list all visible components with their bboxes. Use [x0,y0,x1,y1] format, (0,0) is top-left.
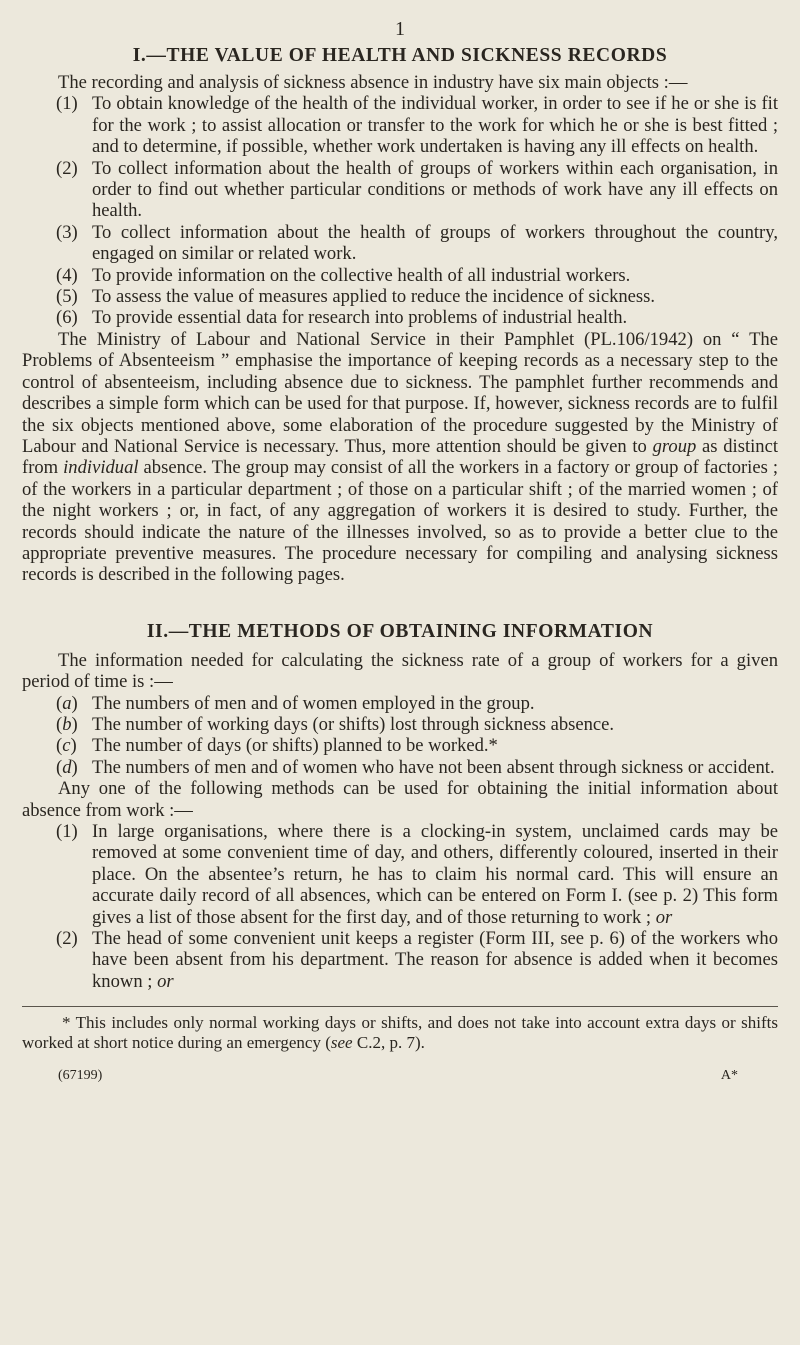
emphasis-individual: individual [63,457,139,479]
item-text: In large organisations, where there is a clocking-in system, unclaimed cards may be removed at some convenient time of day, and others, differently coloured, inserted in their place. On the absentee’s return, he has to claim his normal card. This will ensure an accurate daily record of all absences, which can be entered on Form I. (see p. 2) This form gives a list of those absent for the first day, and of those returning to work ; [92,821,778,928]
list-item [22,928,778,992]
item-marker: (4) [56,264,78,286]
list-item [22,158,778,222]
item-text: To assess the value of measures applied to reduce the incidence of sickness. [92,286,656,308]
list-item [22,286,778,307]
list-item [22,307,778,328]
item-text: The numbers of men and of women employed in the group. [92,692,535,714]
item-text: To collect information about the health of groups of workers within each organisation, in order to find out whether particular conditions or methods of work have any ill effects on health. [92,157,778,222]
emphasis-group: group [652,435,697,457]
methods-list [22,821,778,992]
paragraph-text: as distinct from [22,435,778,479]
item-marker: (2) [56,157,78,179]
item-text: To provide information on the collective health of all industrial workers. [92,264,631,286]
item-text: The numbers of men and of women who have not been absent through sickness or accident. [92,756,775,778]
item-marker: (d) [56,756,78,778]
section-2-heading: II.—THE METHODS OF OBTAINING INFORMATION [146,620,654,642]
list-item [22,735,778,756]
item-marker: (1) [56,821,78,842]
item-text: The number of working days (or shifts) lost through sickness absence. [92,713,615,735]
item-marker: (5) [56,286,78,308]
item-marker: (a) [56,692,78,714]
signature-mark: A* [720,1068,738,1084]
item-marker: (b) [56,713,78,735]
list-item [22,693,778,714]
item-marker: (3) [56,221,78,243]
section-1-heading: I.—THE VALUE OF HEALTH AND SICKNESS RECORDS [132,45,668,66]
item-text: The head of some convenient unit keeps a register (Form III, see p. 6) of the workers who have been absent from his department. The reason for absence is added when it becomes known ; [92,928,778,992]
needs-list [22,693,778,779]
item-marker: (1) [56,93,78,115]
print-code: (67199) [58,1068,103,1084]
paragraph-text: absence. The group may consist of all the workers in a factory or group of factories ; of the workers in a particular department ; of those on a particular shift ; of the married women ; of the night workers ; or, in fact, of any aggregation of workers it is desired to study. Further, the records should indicate the nature of the illnesses involved, so as to provide a better clue to the appropriate preventive measures. The procedure necessary for compiling and analysing sickness records is described in the following pages. [22,457,778,586]
footnote-divider [22,1006,778,1007]
item-text: To collect information about the health of groups of workers throughout the country, engaged on similar or related work. [92,221,778,265]
ministry-paragraph [22,329,778,586]
paragraph-text: The Ministry of Labour and National Service in their Pamphlet (PL.106/1942) on “ The Problems of Absenteeism ” emphasise the importance of keeping records as a necessary step to the control of absenteeism, including absence due to sickness. The pamphlet further recommends and describes a simple form which can be used for that purpose. If, however, sickness records are to fulfil the six objects mentioned above, some elaboration of the procedure suggested by the Ministry of Labour and National Service is necessary. Thus, more attention should be given to [22,328,778,457]
item-marker: (2) [56,928,78,950]
list-item [22,757,778,778]
item-marker: (6) [56,307,78,329]
list-item [22,821,778,928]
list-item [22,265,778,286]
footnote: * This includes only normal working days or shifts, and does not take into account extra days or shifts worked at short notice during an emergency (see C.2, p. 7). [22,1013,778,1053]
item-text: To obtain knowledge of the health of the individual worker, in order to see if he or she is fit for the work ; to assist allocation or transfer to the work for which he or she is best fitted ; and to determine, if possible, whether work undertaken is having any ill effects on health. [92,93,778,158]
list-item [22,714,778,735]
page-number: 1 [395,18,405,40]
section-1-intro: The recording and analysis of sickness absence in industry have six main objects :— [58,72,688,93]
list-item [22,93,778,157]
section-2-intro: The information needed for calculating the sickness rate of a group of workers for a given period of time is :— [22,649,778,693]
item-text: To provide essential data for research into problems of industrial health. [92,307,628,329]
objects-list [22,93,778,328]
list-item [22,222,778,265]
item-text: The number of days (or shifts) planned to be worked.* [92,735,498,757]
page-footer [22,1065,778,1086]
item-or: or [157,970,174,992]
item-or: or [655,906,673,928]
methods-intro: Any one of the following methods can be used for obtaining the initial information about absence from work :— [22,778,778,821]
item-marker: (c) [56,735,77,757]
